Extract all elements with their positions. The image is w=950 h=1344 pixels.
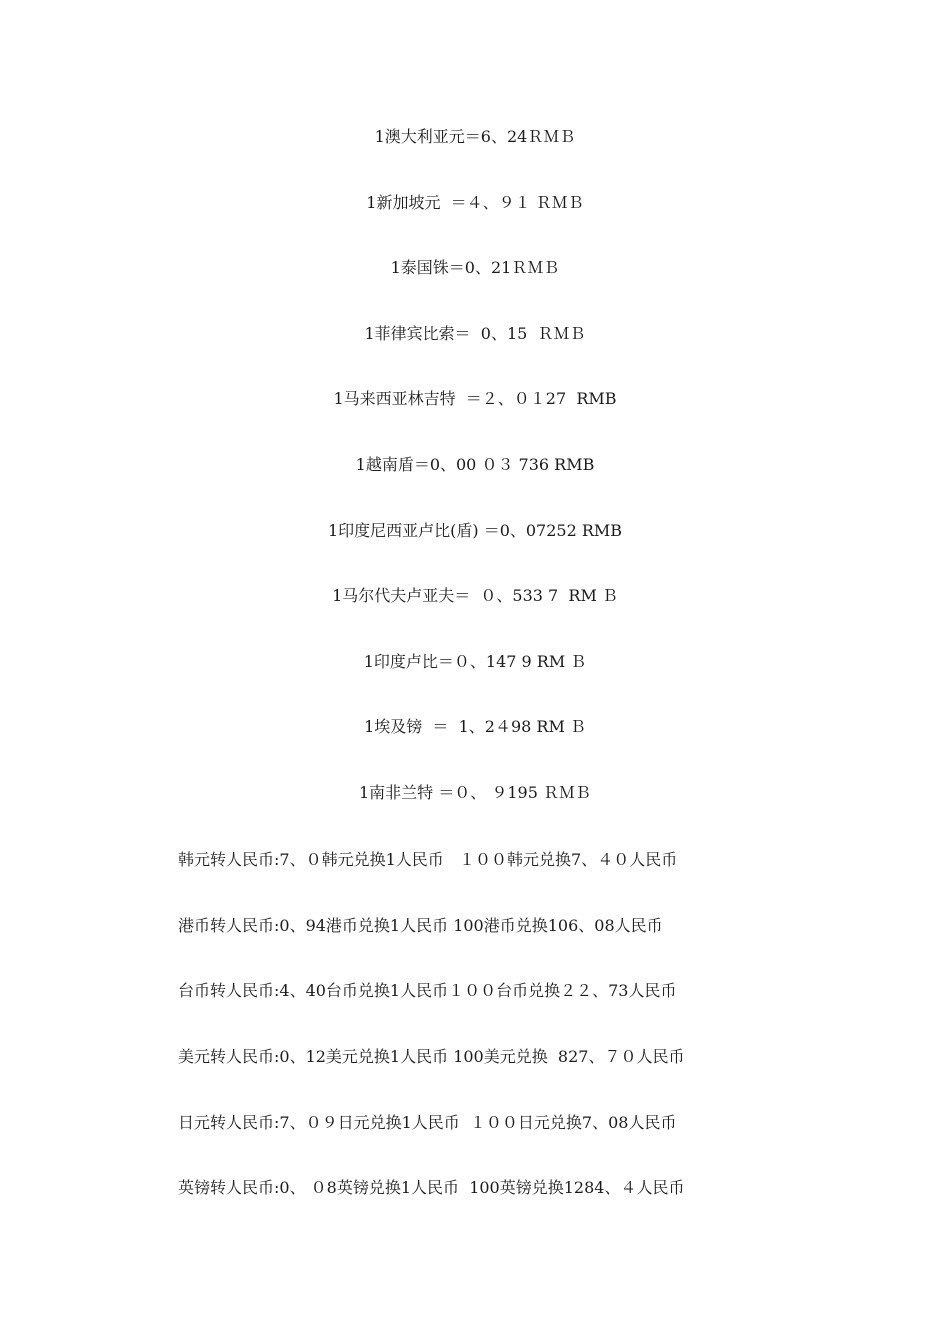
conversion-line-gbp: 英镑转人民币:0、 ０8英镑兑换1人民币 100英镑兑换1284、４人民币: [178, 1178, 685, 1198]
rate-line-egp: 1埃及镑 ＝ 1、2４98 RM Ｂ: [364, 717, 586, 737]
conversion-list: [178, 847, 798, 1241]
rate-line-inr: 1印度卢比＝０、147 9 RM Ｂ: [363, 651, 587, 671]
conversion-line-hkd: 港币转人民币:0、94港币兑换1人民币 100港币兑换106、08人民币: [178, 915, 663, 935]
conversion-line-twd: 台币转人民币:4、40台币兑换1人民币１００台币兑换２２、73人民币: [178, 981, 677, 1001]
rate-line-php: 1菲律宾比索＝ 0、15 ＲＭＢ: [364, 323, 586, 343]
conversion-line-krw: 韩元转人民币:7、０韩元兑换1人民币 １００韩元兑换7、４０人民币: [178, 850, 678, 869]
conversion-line-jpy: 日元转人民币:7、０９日元兑换1人民币 １００日元兑换7、08人民币: [178, 1112, 677, 1132]
rate-line-mvr: 1马尔代夫卢亚夫＝ ０、533 7 RM Ｂ: [332, 586, 618, 606]
rate-line-idr: 1印度尼西亚卢比(盾) ＝0、07252 RMB: [327, 520, 623, 540]
rate-line-vnd: 1越南盾＝0、00 ０３ 736 RMB: [355, 454, 595, 474]
rate-line-zar: 1南非兰特 ＝０、 ９195 ＲＭＢ: [359, 782, 591, 802]
rate-line-aud: 1澳大利亚元＝6、24ＲＭＢ: [374, 127, 576, 146]
exchange-rate-list: [0, 124, 950, 846]
rate-line-sgd: 1新加坡元 ＝４、９１ ＲＭＢ: [366, 192, 584, 212]
rate-line-thb: 1泰国铢＝0、21ＲＭＢ: [390, 258, 560, 278]
rate-line-myr: 1马来西亚林吉特 ＝２、０１27 RMB: [333, 389, 617, 409]
conversion-line-usd: 美元转人民币:0、12美元兑换1人民币 100美元兑换 827、７０人民币: [178, 1047, 685, 1067]
